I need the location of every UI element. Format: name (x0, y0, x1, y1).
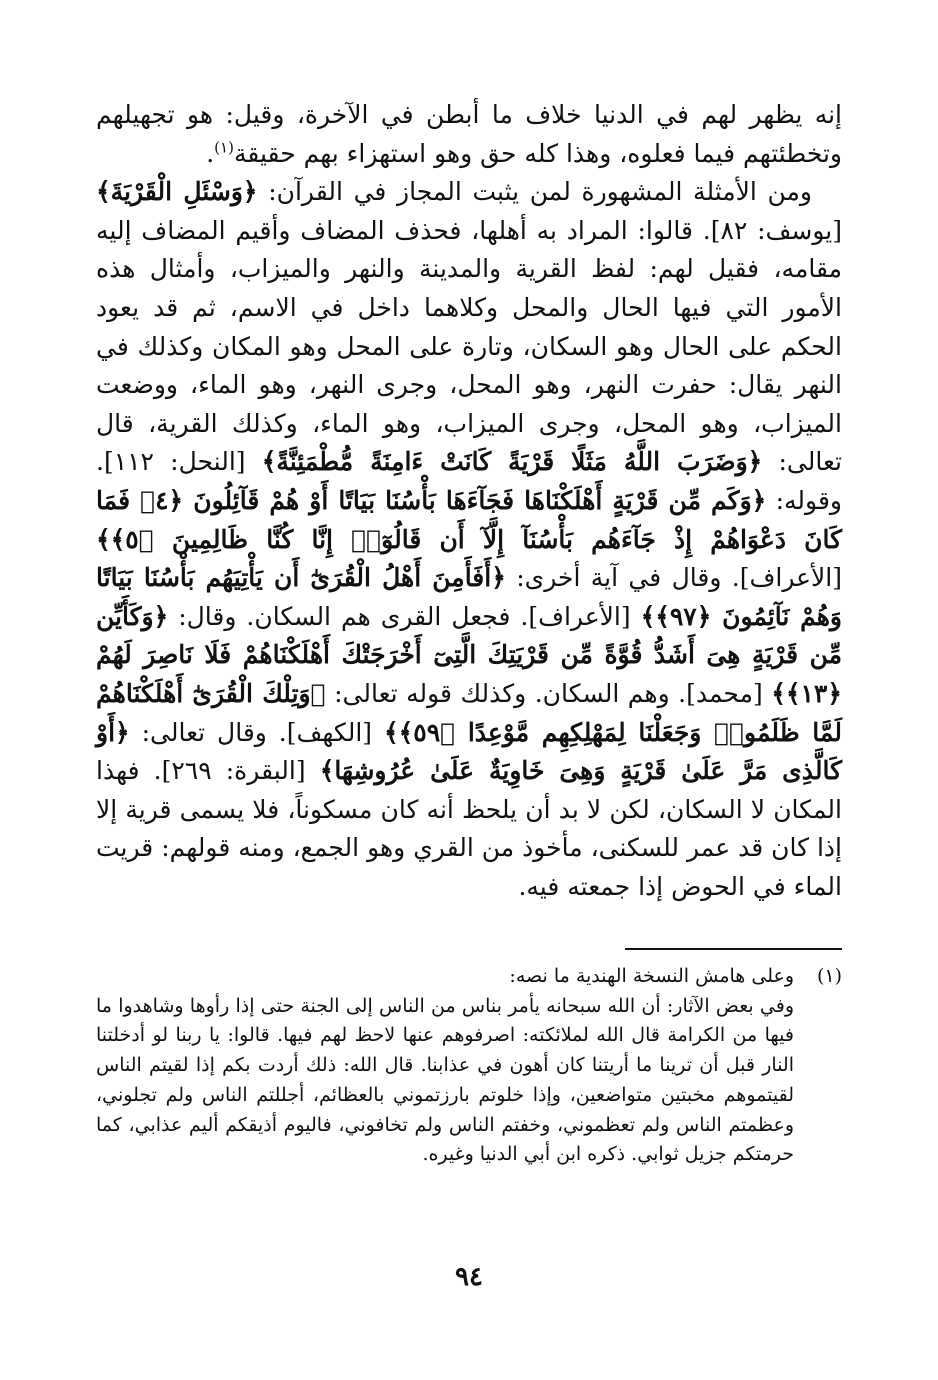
text-run: [محمد]. وهم السكان. وكذلك قوله تعالى: (325, 678, 772, 708)
text-run: [البقرة: ٢٦٩]. فهذا المكان لا السكان، لكن لا بد أن يلحظ أنه كان مسكوناً، فلا يسمى قرية إلا إذا كان قد عمر للسكنى، مأخوذ من القري وهو الجمع، ومنه قولهم: قريت الماء في الحوض إذا جمعته فيه. (96, 756, 842, 901)
text-run: [الأعراف]. وقال في آية أخرى: (505, 563, 842, 593)
text-run: ومن الأمثلة المشهورة لمن يثبت المجاز في القرآن: (257, 177, 812, 207)
text-run: [يوسف: ٨٢]. قالوا: المراد به أهلها، فحذف المضاف وأقيم المضاف إليه مقامه، فقيل لهم: لفظ القرية والمدينة والنهر والميزاب، وأمثال هذه الأمور التي فيها الحال والمحل وكلاهما داخل في الاسم، ثم قد يعود الحكم على الحال وهو السكان، وتارة على المحل وهو المكان وكذلك في النهر يقال: حفرت النهر، وهو المحل، وجرى النهر، وهو الماء، ووضعت الميزاب، وهو المحل، وجرى الميزاب، وهو الماء، وكذلك القرية، قال تعالى: (96, 215, 842, 477)
text-run: [الكهف]. وقال تعالى: (129, 717, 384, 747)
quran-quote: ﴿أَوْ كَالَّذِى مَرَّ عَلَىٰ قَرْيَةٍ وَهِىَ خَاوِيَةٌ عَلَىٰ عُرُوشِهَا﴾ (96, 717, 842, 786)
footnote-separator (625, 948, 842, 950)
footnote-text: وعلى هامش النسخة الهندية ما نصه: (509, 965, 794, 987)
body-paragraph (96, 96, 842, 173)
footnote-body (96, 962, 794, 1170)
footnote-number: (١) (816, 965, 842, 987)
quran-quote: ﴿أَفَأَمِنَ أَهْلُ الْقُرَىٰٓ أَن يَأْتِيَهُم بَأْسُنَا بَيَاتًا وَهُمْ نَآئِمُونَ ﴿٩٧﴾﴾ (96, 563, 842, 631)
quran-quote: ﴿وَكَم مِّن قَرْيَةٍ أَهْلَكْنَاهَا فَجَآءَهَا بَأْسُنَا بَيَاتًا أَوْ هُمْ قَآئِلُونَ ﴿٤﴾ فَمَا كَانَ دَعْوَاهُمْ إِذْ جَآءَهُم بَأْسُنَآ إِلَّآ أَن قَالُوٓا۟ إِنَّا كُنَّا ظَالِمِينَ ﴿٥﴾﴾ (96, 485, 842, 554)
footnotes (96, 962, 842, 1170)
text-run: . (206, 138, 215, 168)
quran-quote: ﴿وَضَرَبَ اللَّهُ مَثَلًا قَرْيَةً كَانَتْ ءَامِنَةً مُّطْمَئِنَّةً﴾ (261, 447, 763, 477)
quran-quote: ﴿وَسْئَلِ الْقَرْيَةَ﴾ (96, 177, 258, 207)
quran-quote: ﴿وَتِلْكَ الْقُرَىٰٓ أَهْلَكْنَاهُمْ لَمَّا ظَلَمُوا۟ وَجَعَلْنَا لِمَهْلِكِهِم مَّوْعِدًا ﴿٥٩﴾﴾ (96, 678, 842, 747)
footnote-text: وفي بعض الآثار: أن الله سبحانه يأمر بناس من الناس إلى الجنة حتى إذا رأوها وشاهدوا ما فيها من الكرامة قال الله لملائكته: اصرفوهم عنها لاحظ لهم فيها. قالوا: يا ربنا لو أدخلتنا النار قبل أن ترينا ما أريتنا كان أهون في عذابنا. قال الله: ذلك أردت بكم إذا لقيتم الناس لقيتموهم مخبتين متواضعين، وإذا خلوتم بارزتموني بالعظائم، أجللتم الناس ولم تجلوني، وعظمتم الناس ولم تعظموني، وخفتم الناس ولم تخافوني، فاليوم أذيقكم أليم عذابي، كما حرمتكم جزيل ثوابي. ذكره ابن أبي الدنيا وغيره. (96, 994, 794, 1166)
footnote (96, 962, 842, 1170)
footnote-ref: (١) (214, 138, 234, 157)
body-paragraph (96, 173, 842, 906)
page-number: ٩٤ (455, 1262, 483, 1292)
text-run: [الأعراف]. فجعل القرى هم السكان. وقال: (168, 601, 641, 631)
book-page (96, 96, 842, 1296)
text-run: إنه يظهر لهم في الدنيا خلاف ما أبطن في الآخرة، وقيل: هو تجهيلهم وتخطئتهم فيما فعلوه، وهذا كله حق وهو استهزاء بهم حقيقة (96, 100, 842, 168)
quran-quote: ﴿وَكَأَيِّن مِّن قَرْيَةٍ هِىَ أَشَدُّ قُوَّةً مِّن قَرْيَتِكَ الَّتِىٓ أَخْرَجَتْكَ أَهْلَكْنَاهُمْ فَلَا نَاصِرَ لَهُمْ ﴿١٣﴾﴾ (96, 601, 843, 708)
text-run: [النحل: ١١٢]. وقوله: (96, 447, 842, 515)
main-text (96, 96, 842, 906)
